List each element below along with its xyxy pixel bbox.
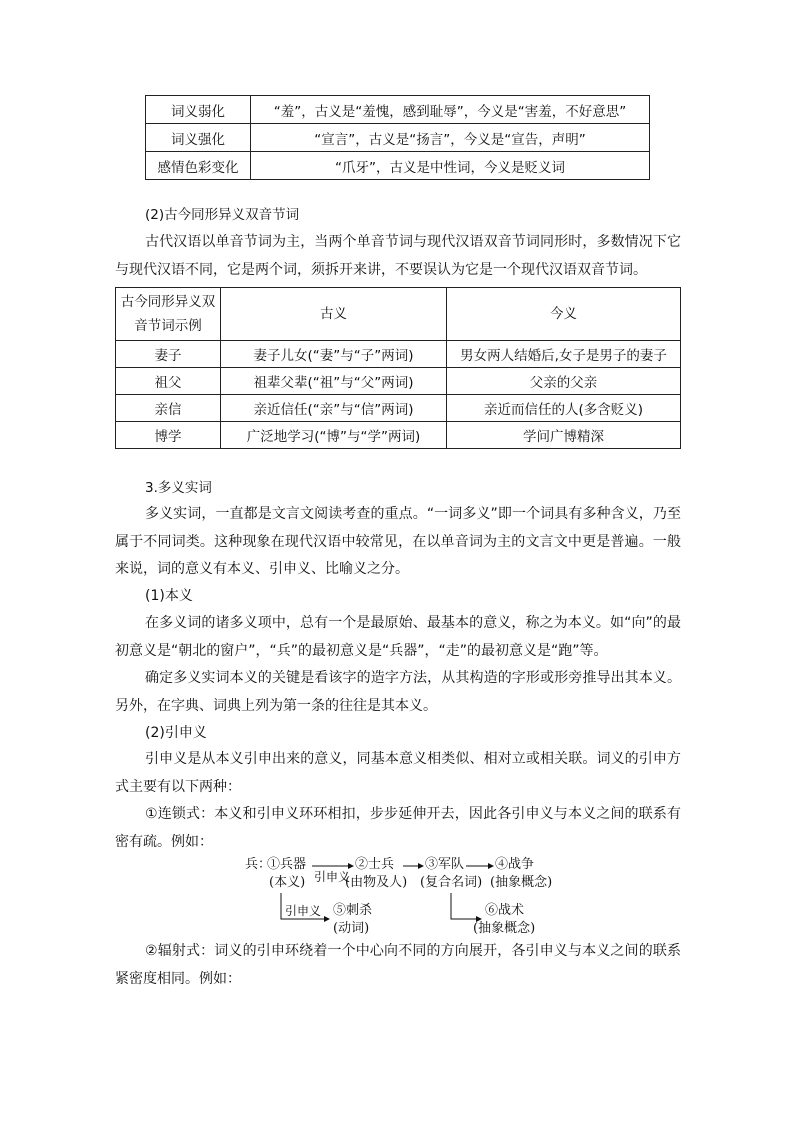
paragraph: 引申义是从本义引申出来的意义，同基本意义相类似、相对立或相关联。词义的引申方式主要有以下两种： [115,751,681,795]
table-header-row [116,288,681,341]
paragraph: 古代汉语以单音节词为主，当两个单音节词与现代汉语双音节词同形时，多数情况下它与现代汉语不同，它是两个词，须拆开来讲，不要误认为它是一个现代汉语双音节词。 [115,234,681,278]
diagram-note: (由物及人) [345,875,408,890]
extension-chain-diagram [245,857,555,937]
table-cell: 博学 [116,422,221,449]
diagram-node: ⑤刺杀 [333,903,373,918]
arrow-line [451,893,481,919]
table-cell: 广泛地学习(“博”与“学”两词) [221,422,447,449]
table-row [146,96,650,124]
table-cell: 亲近信任(“亲”与“信”两词) [221,395,447,422]
section-heading: (2)古今同形异义双音节词 [145,207,300,223]
diagram-note: (抽象概念) [473,921,536,936]
table-cell: “羞”，古义是“羞愧，感到耻辱”，今义是“害羞，不好意思” [251,96,650,124]
table-cell: 男女两人结婚后,女子是男子的妻子 [447,341,681,368]
table-cell: 亲信 [116,395,221,422]
subsection-heading: (2)引申义 [145,725,207,741]
diagram-arrow-label: 引申义 [285,904,322,918]
subsection-heading: (1)本义 [145,588,193,604]
table-cell: 词义强化 [146,124,251,152]
diagram-note: (复合名词) [420,875,483,890]
semantic-change-table [145,95,650,180]
diagram-node: ⑥战术 [485,903,525,918]
diagram-arrow-label: 引申义 [314,870,351,884]
table-cell: 学问广博精深 [447,422,681,449]
table-row [116,395,681,422]
diagram-note: (本义) [269,875,306,890]
diagram-note: (抽象概念) [490,875,553,890]
table-cell: “宣言”，古义是“扬言”，今义是“宣告，声明” [251,124,650,152]
table-cell: 妻子儿女(“妻”与“子”两词) [221,341,447,368]
diagram-node: ④战争 [495,857,535,872]
table-cell: “爪牙”，古义是中性词，今义是贬义词 [251,152,650,180]
diagram-node: ①兵器 [267,857,307,872]
paragraph: 在多义词的诸多义项中，总有一个是最原始、最基本的意义，称之为本义。如“向”的最初意义是“朝北的窗户”，“兵”的最初意义是“兵器”，“走”的最初意义是“跑”等。 [115,615,681,659]
column-header: 古今同形异义双音节词示例 [116,288,221,341]
table-cell: 词义弱化 [146,96,251,124]
paragraph: 确定多义实词本义的关键是看该字的造字方法，从其构造的字形或形旁推导出其本义。另外，在字典、词典上列为第一条的往往是其本义。 [115,670,681,714]
table-cell: 祖父 [116,368,221,395]
paragraph: 多义实词，一直都是文言文阅读考查的重点。“一词多义”即一个词具有多种含义，乃至属于不同词类。这种现象在现代汉语中较常见，在以单音词为主的文言文中更是普遍。一般来说，词的意义有本义、引申义、比喻义之分。 [115,506,681,577]
table-cell: 亲近而信任的人(多含贬义) [447,395,681,422]
table-cell: 父亲的父亲 [447,368,681,395]
table-row [146,124,650,152]
table-row [116,422,681,449]
table-row [116,341,681,368]
diagram-note: (动词) [333,921,370,936]
table-cell: 祖辈父辈(“祖”与“父”两词) [221,368,447,395]
table-row [116,368,681,395]
column-header: 古义 [221,288,447,341]
table-cell: 感情色彩变化 [146,152,251,180]
table-cell: 妻子 [116,341,221,368]
section-heading: 3.多义实词 [145,480,212,496]
table-row [146,152,650,180]
diagram-node: ②士兵 [355,857,395,872]
paragraph: ①连锁式：本义和引申义环环相扣，步步延伸开去，因此各引申义与本义之间的联系有密有疏。例如： [115,806,681,850]
diagram-prefix: 兵： [245,857,272,872]
column-header: 今义 [447,288,681,341]
paragraph: ②辐射式：词义的引申环绕着一个中心向不同的方向展开，各引申义与本义之间的联系紧密度相同。例如： [115,943,681,987]
diagram-node: ③军队 [425,857,465,872]
homograph-table [115,287,681,449]
